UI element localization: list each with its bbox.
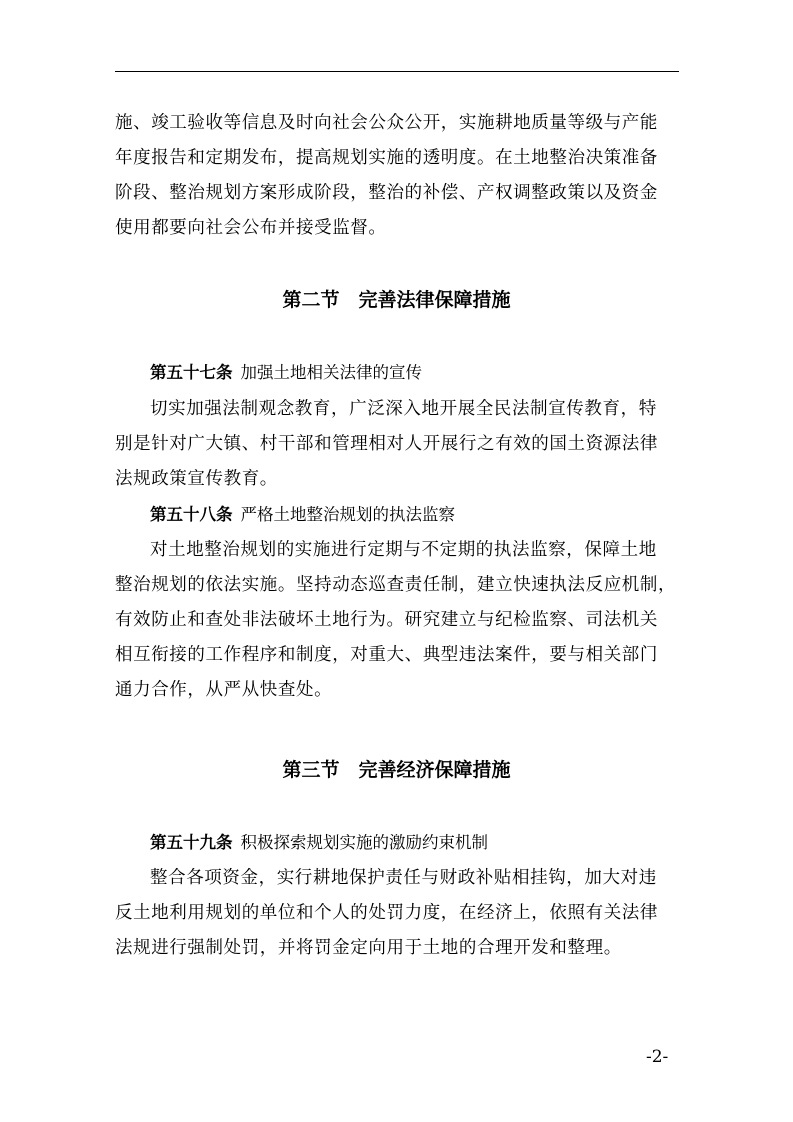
paragraph-line: 阶段、整治规划方案形成阶段，整治的补偿、产权调整政策以及资金 (115, 183, 658, 203)
paragraph-line: 整治规划的依法实施。坚持动态巡查责任制，建立快速执法反应机制， (115, 575, 677, 595)
paragraph-line: 法规进行强制处罚，并将罚金定向用于土地的合理开发和整理。 (115, 938, 622, 958)
paragraph-line: 有效防止和查处非法破坏土地行为。研究建立与纪检监察、司法机关 (115, 610, 658, 630)
article-number: 第五十九条 (150, 833, 233, 852)
section-title-3: 第三节 完善经济保障措施 (282, 759, 511, 781)
article-title: 严格土地整治规划的执法监察 (240, 505, 455, 524)
paragraph-line: 通力合作，从严从快查处。 (115, 680, 333, 700)
paragraph-line: 相互衔接的工作程序和制度，对重大、典型违法案件，要与相关部门 (115, 645, 658, 665)
paragraph-line: 整合各项资金，实行耕地保护责任与财政补贴相挂钩，加大对违 (150, 868, 657, 888)
paragraph-line: 法规政策宣传教育。 (115, 469, 278, 489)
paragraph-line: 别是针对广大镇、村干部和管理相对人开展行之有效的国土资源法律 (115, 434, 658, 454)
article-58-heading (150, 503, 455, 527)
paragraph-line: 施、竣工验收等信息及时向社会公众公开，实施耕地质量等级与产能 (115, 113, 658, 133)
article-title: 积极探索规划实施的激励约束机制 (240, 833, 488, 852)
article-59-heading (150, 831, 488, 855)
paragraph-line: 切实加强法制观念教育，广泛深入地开展全民法制宣传教育，特 (150, 399, 657, 419)
article-57-heading (150, 361, 422, 385)
article-title: 加强土地相关法律的宣传 (240, 363, 422, 382)
article-number: 第五十八条 (150, 505, 233, 524)
paragraph-line: 年度报告和定期发布，提高规划实施的透明度。在土地整治决策准备 (115, 148, 658, 168)
paragraph-line: 对土地整治规划的实施进行定期与不定期的执法监察，保障土地 (150, 540, 657, 560)
paragraph-line: 使用都要向社会公布并接受监督。 (115, 218, 387, 238)
header-rule (115, 71, 679, 72)
page-number: -2- (646, 1047, 669, 1067)
article-number: 第五十七条 (150, 363, 233, 382)
section-title-2: 第二节 完善法律保障措施 (282, 289, 511, 311)
paragraph-line: 反土地利用规划的单位和个人的处罚力度，在经济上，依照有关法律 (115, 903, 658, 923)
